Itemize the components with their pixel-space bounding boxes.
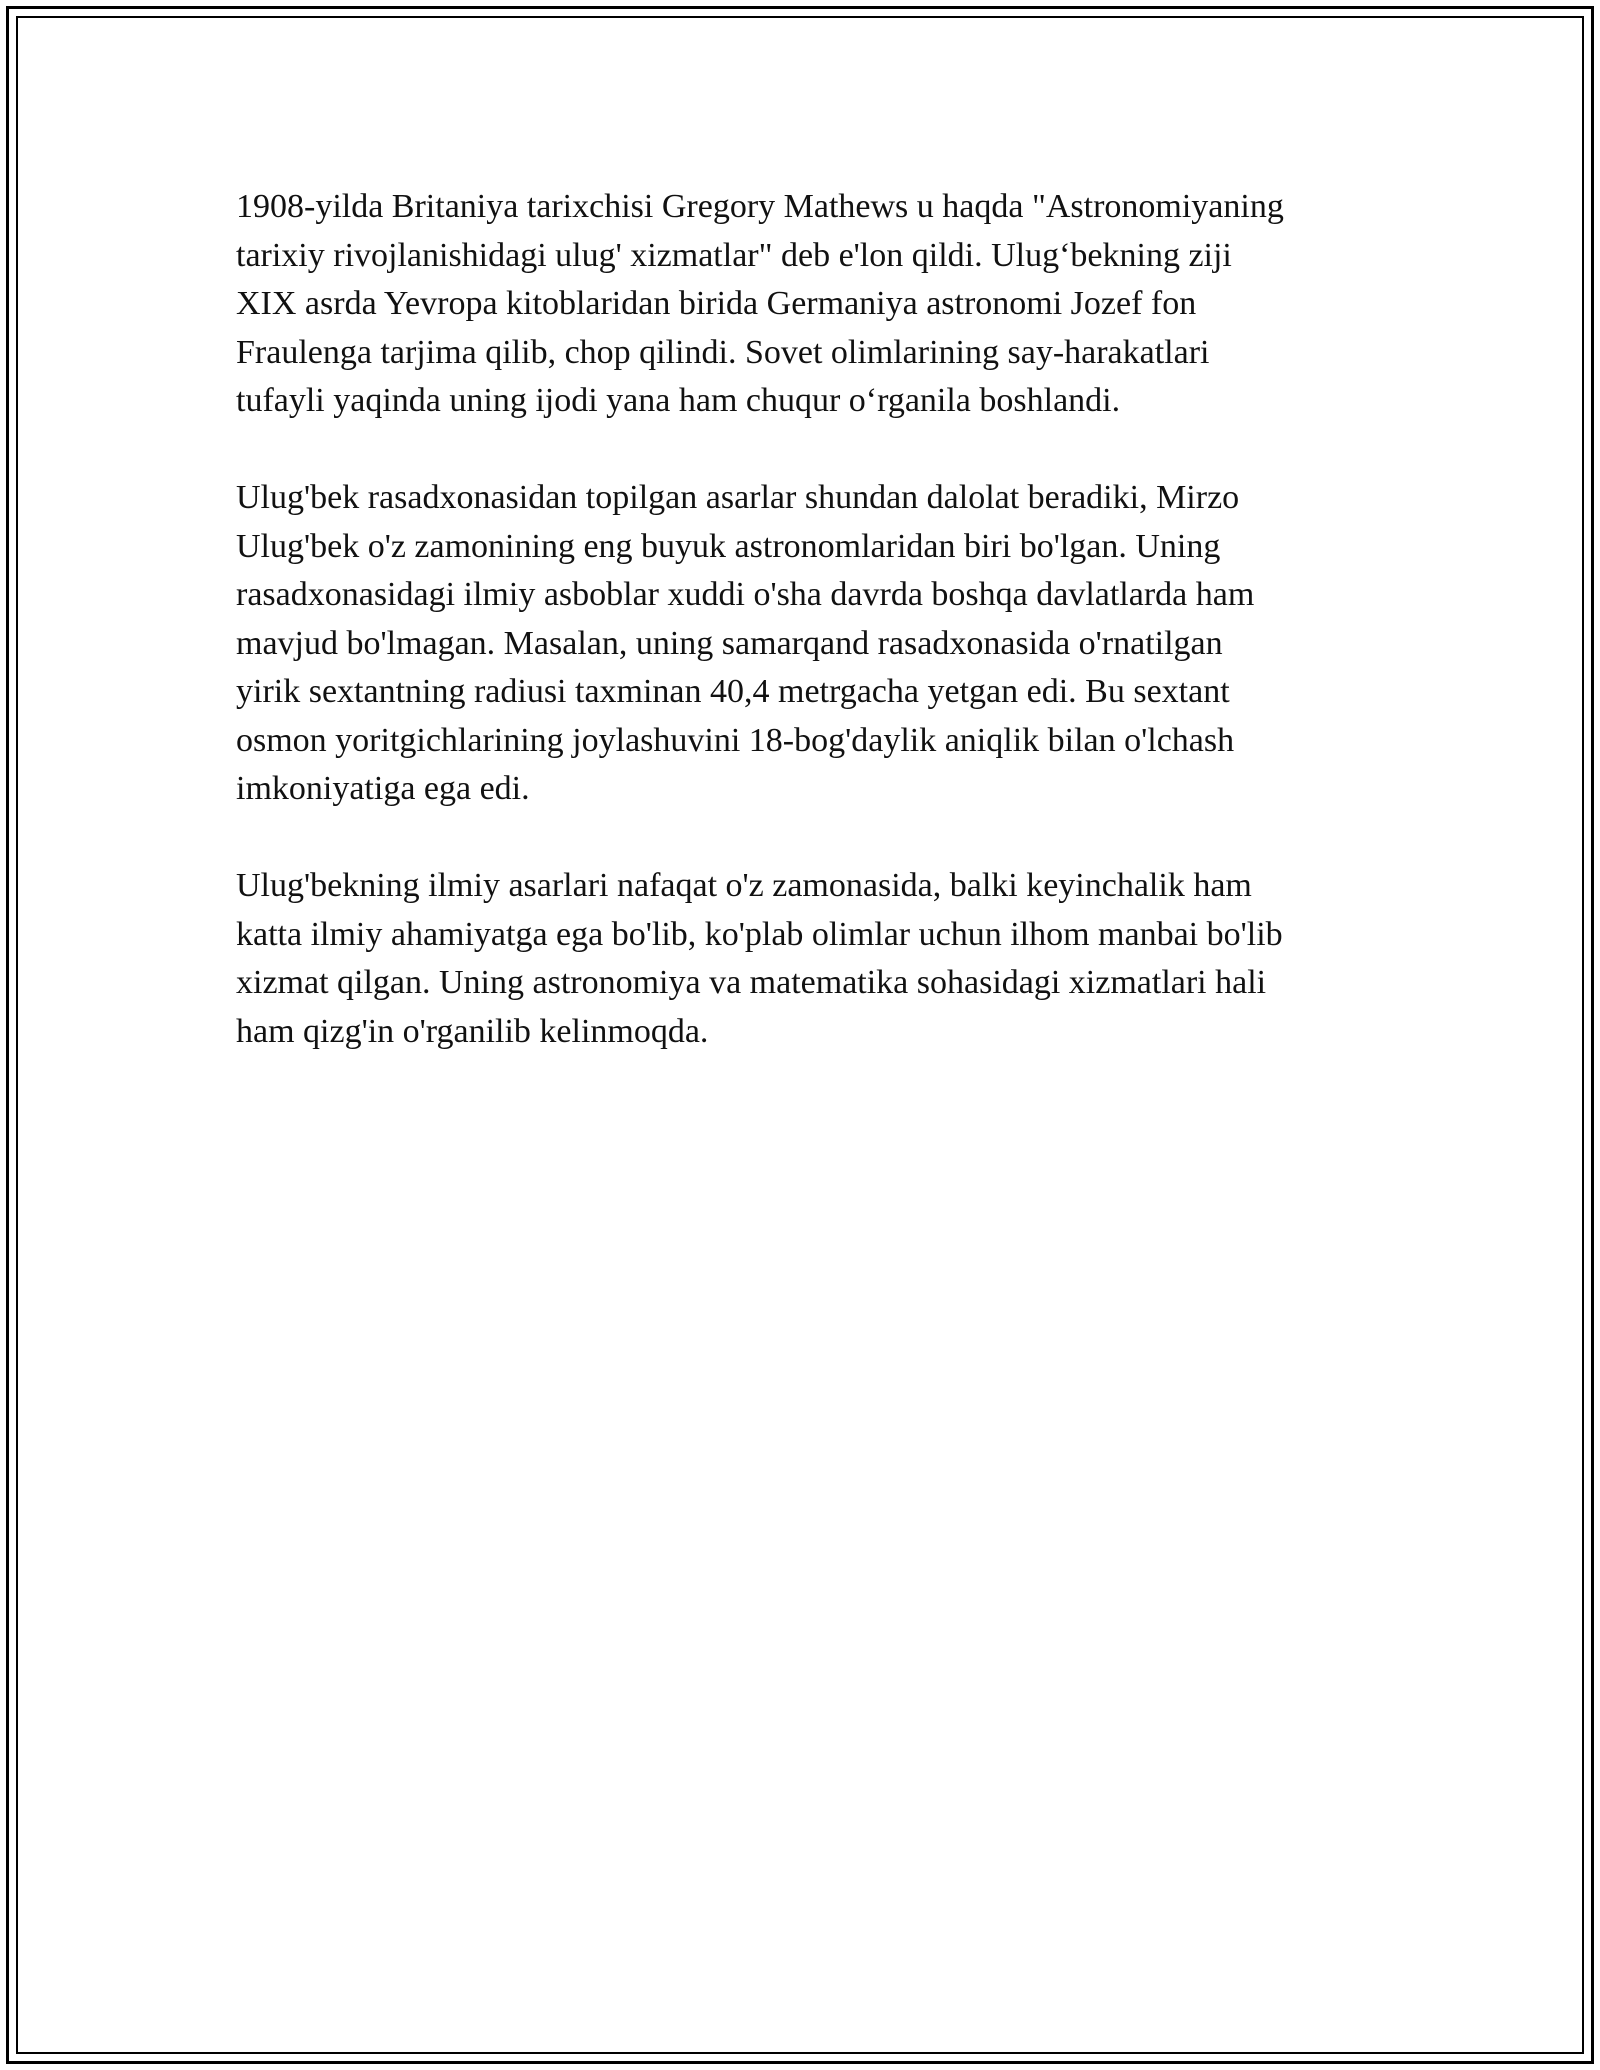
paragraph-2: Ulug'bek rasadxonasidan topilgan asarlar shundan dalolat beradiki, Mirzo Ulug'bek o'z zamonining eng buyuk astronomlaridan biri bo'lgan. Uning rasadxonasidagi ilmiy asboblar xuddi o'sha davrda boshqa davlatlarda ham mavjud bo'lmagan. Masalan, uning samarqand rasadxonasida o'rnatilgan yirik sextantning radiusi taxminan 40,4 metrgacha yetgan edi. Bu sextant osmon yoritgichlarining joylashuvini 18-bog'daylik aniqlik bilan o'lchash imkoniyatiga ega edi. [236,479,1255,807]
document-body [236,183,1386,1056]
paragraph-3: Ulug'bekning ilmiy asarlari nafaqat o'z zamonasida, balki keyinchalik ham katta ilmiy ahamiyatga ega bo'lib, ko'plab olimlar uchun ilhom manbai bo'lib xizmat qilgan. Uning astronomiya va matematika sohasidagi xizmatlari hali ham qizg'in o'rganilib kelinmoqda. [236,867,1283,1050]
paragraph-1: 1908-yilda Britaniya tarixchisi Gregory Mathews u haqda "Astronomiyaning tarixiy rivojlanishidagi ulug' xizmatlar" deb e'lon qildi. Ulug‘bekning ziji XIX asrda Yevropa kitoblaridan birida Germaniya astronomi Jozef fon Fraulenga tarjima qilib, chop qilindi. Sovet olimlarining say-harakatlari tufayli yaqinda uning ijodi yana ham chuqur o‘rganila boshlandi. [236,188,1284,419]
